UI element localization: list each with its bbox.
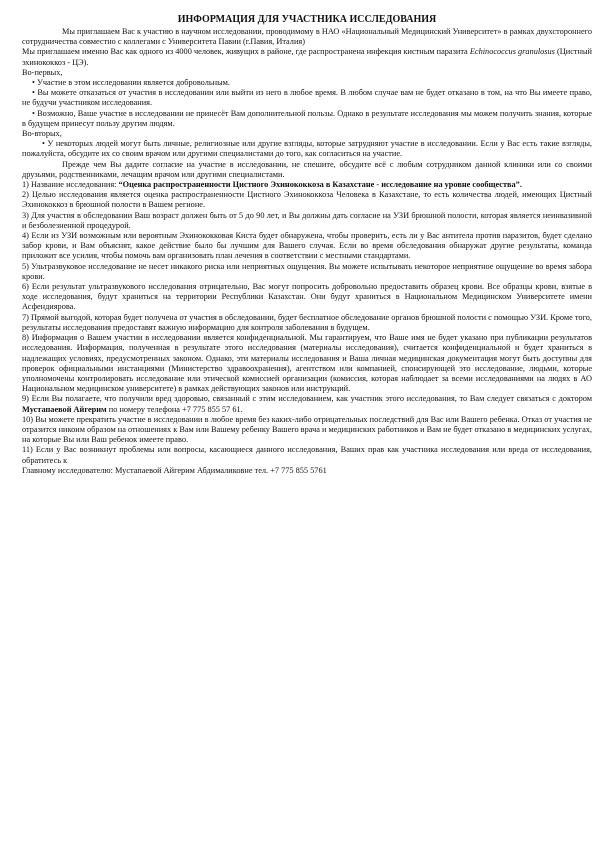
study-title: “Оценка распространенности Цистного Эхинококкоза в Казахстане - исследование на уровне сообщества”.: [118, 180, 522, 190]
first-list-item: • Возможно, Ваше участие в исследовании не принесёт Вам дополнительной пользы. Однако в результате исследования мы можем получить знания, которые в будущем принесут пользу другим людям.: [22, 108, 592, 128]
before-consent-paragraph: Прежде чем Вы дадите согласие на участие в исследовании, не спешите, обсудите всё с любым сотрудником данной клиники или со своими друзьями, родственниками, лечащим врачом или другими специалистами.: [22, 159, 592, 179]
item-9-phone: по номеру телефона +7 775 855 57 61.: [106, 404, 243, 414]
item-9: [22, 394, 592, 414]
invitation-text-end: (Цистный эхинококкоз - ЦЭ).: [22, 47, 592, 67]
invitation-text: Мы приглашаем именно Вас как одного из 4000 человек, живущих в районе, где распространена инфекция кистным паразита: [22, 47, 470, 57]
item-5: 5) Ультразвуковое исследование не несет никакого риска или неприятных ощущения. Вы можете испытывать некоторое неприятное ощущение во время забора крови.: [22, 261, 592, 281]
parasite-species-name: Echinococcus granulosus: [469, 47, 555, 57]
invitation-paragraph: [22, 47, 592, 67]
item-1-prefix: 1) Название исследования:: [22, 180, 119, 190]
item-11: 11) Если у Вас возникнут проблемы или вопросы, касающиеся данного исследования, Ваших прав как участника исследования или вреда от исследования, обратитесь к: [22, 445, 592, 465]
item-1: [22, 180, 592, 190]
item-2: 2) Целью исследования является оценка распространенности Цистного Эхинококкоза Человека в Казахстане, то есть количества людей, имеющих Цистный Эхинококкоз в брюшной полости в Вашем регионе.: [22, 190, 592, 210]
item-10: 10) Вы можете прекратить участие в исследовании в любое время без каких-либо отрицательных последствий для Вас или Вашего ребенка. Отказ от участия не отразится никоим образом на отношениях к Вам или Вашему ребенку Вашего врача и медицинских работников и Вам не будет отказано в медицинских услугах, на которые Вы или Ваш ребенок имеете право.: [22, 414, 592, 445]
second-list-item: • У некоторых людей могут быть личные, религиозные или другие взгляды, которые затрудняют участие в исследовании. Если у Вас есть такие взгляды, пожалуйста, обсудите их со своим врачом или другими специалистами до того, как согласиться на участие.: [22, 139, 592, 159]
first-list-item: • Вы можете отказаться от участия в исследовании или выйти из него в любое время. В любом случае вам не будет отказано в том, на что Вы имеете право, не будучи участником исследования.: [22, 88, 592, 108]
first-list-item: • Участие в этом исследовании является добровольным.: [32, 78, 230, 88]
item-9-text: 9) Если Вы полагаете, что получили вред здоровью, связанный с этим исследованием, как участник этого исследования, то Вам следует связаться с доктором: [22, 394, 592, 404]
item-8: 8) Информация о Вашем участии в исследовании является конфиденциальной. Мы гарантируем, что Ваше имя не будет указано при публикации результатов исследования. Информация, полученная в результате этого исследования (материалы исследования), считается конфиденциальной и будет храниться в надлежащих условиях, предусмотренных законом. Однако, эти материалы исследования и Ваша личная медицинская документация могут быть доступны для проверок официальными инстанциями (Министерство здравоохранения), агентством или компанией, спонсирующей это исследование, людьми, которые уполномочены контролировать исследование или этической комиссией организации (комиссия, которая наблюдает за всеми исследованиями на людях в АО Национальном медицинском университете) в рамках действующих законов или инструкций.: [22, 333, 592, 394]
second-heading: Во-вторых,: [22, 129, 62, 139]
doctor-name: Мустапаевой Айгерим: [22, 404, 107, 414]
item-3: 3) Для участия в обследовании Ваш возраст должен быть от 5 до 90 лет, и Вы должны дать согласие на УЗИ брюшной полости, которая является неинвазивной и безболезненной процедурой.: [22, 210, 592, 230]
first-heading: Во-первых,: [22, 67, 63, 77]
document-title: ИНФОРМАЦИЯ ДЛЯ УЧАСТНИКА ИССЛЕДОВАНИЯ: [177, 14, 437, 25]
intro-paragraph: Мы приглашаем Вас к участию в научном исследовании, проводимому в НАО «Национальный Медицинский Университет» в рамках двухстороннего сотрудничества совместно с коллегами с Университета Павии (г.Павия, Италия): [22, 27, 592, 47]
item-4: 4) Если из УЗИ возможным или вероятным Эхинококковая Киста будет обнаружена, чтобы проверить, есть ли у Вас антитела против паразитов, будет сделано забор крови, и Вам объяснят, какое действие было бы лучшим для Вашего случая. Если во время обследования обнаружат другие результаты, команда приложит все усилия, чтобы помочь вам организовать план лечения в соответствии с местными стандартами.: [22, 231, 592, 261]
item-6: 6) Если результат ультразвукового исследования отрицательно, Вас могут попросить добровольно предоставить образец крови. Все образцы крови, взятые в ходе исследования, будут храниться на территории Республики Казахстан. Они будут храниться в Национальном Медицинском Университете имени Асфендиярова.: [22, 282, 592, 312]
item-7: 7) Прямой выгодой, которая будет получена от участия в обследовании, будет бесплатное обследование органов брюшной полости с помощью УЗИ. Кроме того, результаты исследования предоставят важную информацию для контроля заболевания в будущем.: [22, 312, 592, 332]
principal-investigator-contact: Главному исследователю: Мустапаевой Айгерим Абдималиковне тел. +7 775 855 5761: [22, 465, 327, 475]
